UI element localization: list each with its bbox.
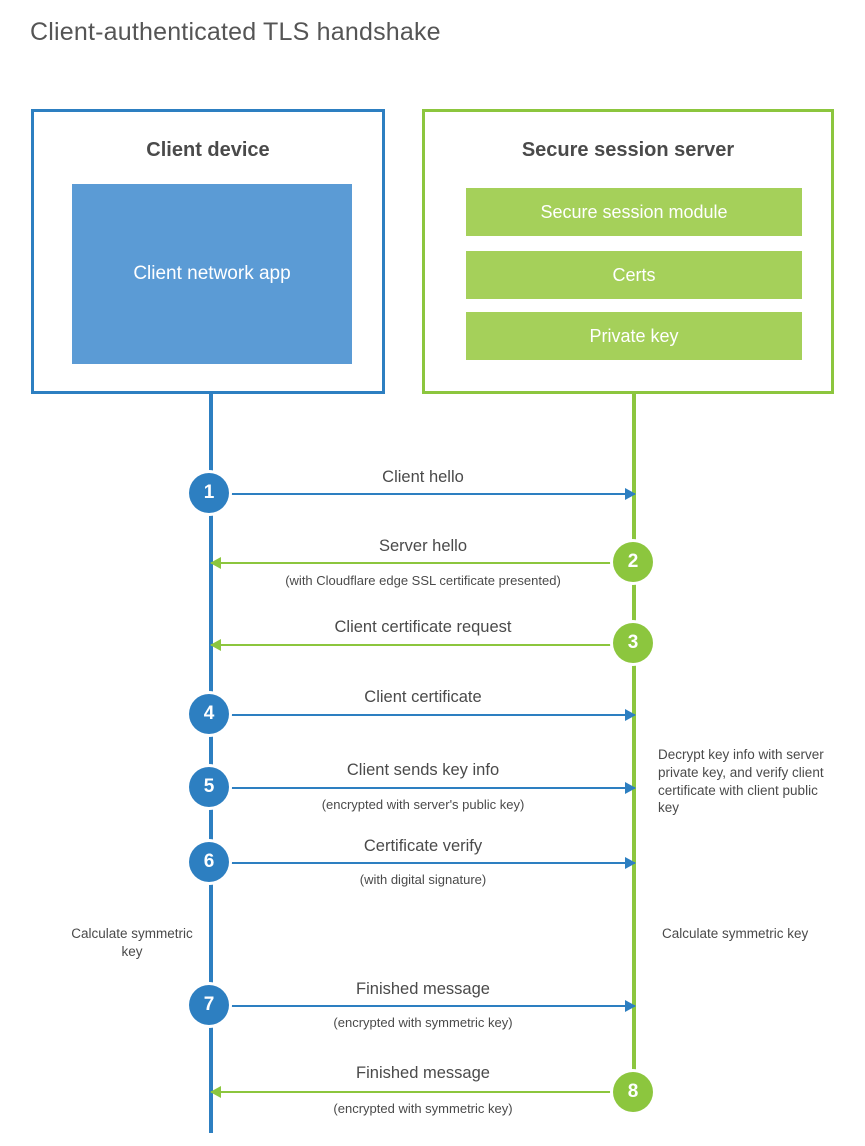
arrow-head-icon — [625, 709, 636, 721]
label-step-3: Client certificate request — [334, 618, 512, 636]
step-circle-8: 8 — [613, 1072, 653, 1112]
label-step-4: Client certificate — [364, 688, 482, 706]
page-title: Client-authenticated TLS handshake — [30, 18, 441, 46]
note-server-symmetric-key: Calculate symmetric key — [662, 926, 809, 941]
step-circle-3: 3 — [613, 623, 653, 663]
client-device-title: Client device — [146, 139, 270, 161]
arrow-head-icon — [625, 488, 636, 500]
note-client-symmetric-key: Calculate symmetric key — [71, 926, 193, 959]
server-item-certs: Certs — [466, 251, 802, 299]
label-step-5: Client sends key info — [346, 761, 500, 779]
sublabel-step-2: (with Cloudflare edge SSL certificate presented) — [285, 573, 561, 588]
arrow-head-icon — [210, 1086, 221, 1098]
label-step-2: Server hello — [378, 537, 468, 555]
sublabel-step-7: (encrypted with symmetric key) — [333, 1015, 513, 1030]
secure-session-server-box — [422, 109, 834, 394]
step-circle-7: 7 — [189, 985, 229, 1025]
arrow-step-1 — [211, 493, 635, 495]
arrow-head-icon — [625, 857, 636, 869]
step-circle-5: 5 — [189, 767, 229, 807]
arrow-step-7 — [211, 1005, 635, 1007]
client-device-box — [31, 109, 385, 394]
arrow-step-2 — [211, 562, 635, 564]
sublabel-step-6: (with digital signature) — [359, 872, 487, 887]
arrow-step-5 — [211, 787, 635, 789]
arrow-step-6 — [211, 862, 635, 864]
arrow-step-4 — [211, 714, 635, 716]
server-item-secure-session-module: Secure session module — [466, 188, 802, 236]
arrow-head-icon — [210, 639, 221, 651]
arrow-head-icon — [210, 557, 221, 569]
sublabel-step-8: (encrypted with symmetric key) — [333, 1101, 513, 1116]
arrow-step-8 — [211, 1091, 635, 1093]
label-step-8: Finished message — [356, 1064, 490, 1082]
label-step-6: Certificate verify — [363, 837, 483, 855]
note-server-decrypt: Decrypt key info with server private key, and verify client certificate with client public key — [658, 747, 824, 816]
arrow-step-3 — [211, 644, 635, 646]
step-circle-1: 1 — [189, 473, 229, 513]
label-step-1: Client hello — [382, 468, 464, 486]
step-circle-4: 4 — [189, 694, 229, 734]
server-item-private-key: Private key — [466, 312, 802, 360]
client-network-app-block: Client network app — [72, 184, 352, 364]
step-circle-2: 2 — [613, 542, 653, 582]
step-circle-6: 6 — [189, 842, 229, 882]
label-step-7: Finished message — [356, 980, 490, 998]
arrow-head-icon — [625, 782, 636, 794]
arrow-head-icon — [625, 1000, 636, 1012]
sublabel-step-5: (encrypted with server's public key) — [321, 797, 525, 812]
secure-session-server-title: Secure session server — [521, 139, 735, 161]
